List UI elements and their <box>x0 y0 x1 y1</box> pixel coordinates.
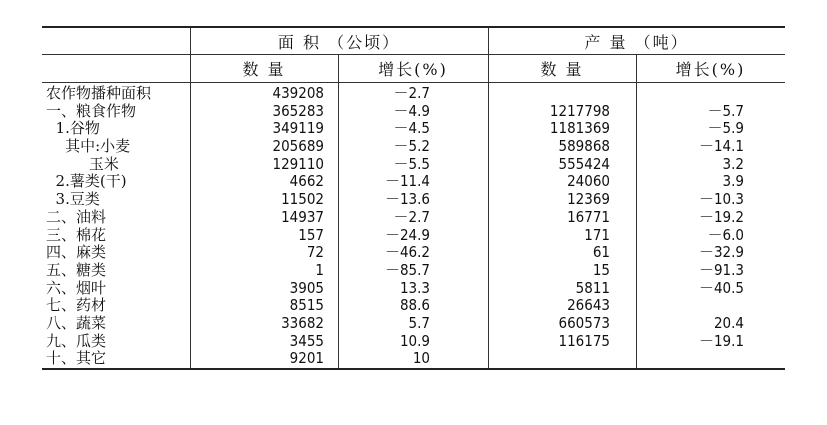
output-count-cell: 24060 <box>567 172 610 191</box>
table-body <box>42 83 785 368</box>
area-count-cell: 3905 <box>289 278 324 297</box>
area-growth-cell: 10 <box>412 349 430 368</box>
table-row <box>42 191 785 209</box>
table-row <box>42 120 785 138</box>
area-growth-header: 增长(%) <box>378 60 448 79</box>
header-row-groups <box>42 28 785 55</box>
output-count-cell: 589868 <box>558 137 610 156</box>
table-row <box>42 209 785 227</box>
output-count-cell: 26643 <box>567 296 610 315</box>
area-count-cell: 8515 <box>289 296 324 315</box>
row-label: 九、瓜类 <box>46 331 107 350</box>
row-label: 八、蔬菜 <box>46 313 107 332</box>
output-growth-cell: 20.4 <box>713 313 744 332</box>
area-count-cell: 349119 <box>272 119 324 138</box>
output-count-cell: 5811 <box>575 278 610 297</box>
table-row <box>42 85 785 103</box>
area-growth-cell: －4.9 <box>393 101 430 120</box>
table-row <box>42 227 785 245</box>
row-label: 三、棉花 <box>46 225 107 244</box>
row-label: 其中:小麦 <box>46 137 131 156</box>
output-count-header: 数 量 <box>540 60 584 79</box>
area-growth-cell: －24.9 <box>384 225 430 244</box>
output-growth-cell: －40.5 <box>698 278 744 297</box>
area-count-cell: 157 <box>298 225 324 244</box>
area-count-cell: 365283 <box>272 101 324 120</box>
output-count-cell: 1217798 <box>549 101 610 120</box>
output-growth-cell: －10.3 <box>698 190 744 209</box>
table-row <box>42 333 785 351</box>
output-growth-cell: －6.0 <box>707 225 744 244</box>
area-growth-cell: －11.4 <box>384 172 430 191</box>
area-growth-cell: －5.2 <box>393 137 430 156</box>
header-row-columns <box>42 55 785 83</box>
table-row <box>42 173 785 191</box>
row-label: 玉米 <box>46 154 119 173</box>
area-growth-cell: －5.5 <box>393 154 430 173</box>
area-count-cell: 72 <box>306 243 324 262</box>
row-label: 五、糖类 <box>46 260 107 279</box>
output-growth-cell: 3.9 <box>722 172 744 191</box>
output-count-cell: 12369 <box>567 190 610 209</box>
area-count-header: 数 量 <box>242 60 286 79</box>
table-row <box>42 103 785 121</box>
table-row <box>42 156 785 174</box>
output-group-header: 产 量 （吨） <box>584 32 689 52</box>
row-label: 农作物播种面积 <box>46 84 152 102</box>
area-growth-cell: －2.7 <box>393 207 430 226</box>
row-label: 1.谷物 <box>46 119 100 138</box>
output-growth-cell: －5.7 <box>707 101 744 120</box>
area-growth-cell: －46.2 <box>384 243 430 262</box>
area-count-cell: 11502 <box>281 190 324 209</box>
output-growth-cell: －5.9 <box>707 119 744 138</box>
area-count-cell: 33682 <box>281 313 324 332</box>
area-growth-cell: －2.7 <box>393 84 430 102</box>
output-growth-cell: －32.9 <box>698 243 744 262</box>
output-growth-cell: 3.2 <box>722 154 744 173</box>
output-count-cell: 61 <box>592 243 610 262</box>
table-row <box>42 315 785 333</box>
table-row <box>42 262 785 280</box>
table-row <box>42 244 785 262</box>
area-group-header: 面 积 （公顷） <box>277 32 401 52</box>
area-count-cell: 4662 <box>289 172 324 191</box>
output-count-cell: 660573 <box>558 313 610 332</box>
output-growth-cell: －14.1 <box>698 137 744 156</box>
row-label: 2.薯类(干) <box>46 172 127 191</box>
output-count-cell: 15 <box>592 260 610 279</box>
area-growth-cell: 5.7 <box>408 313 430 332</box>
area-growth-cell: 88.6 <box>399 296 430 315</box>
area-growth-cell: －13.6 <box>384 190 430 209</box>
area-count-cell: 9201 <box>289 349 324 368</box>
output-count-cell: 171 <box>584 225 610 244</box>
row-label: 七、药材 <box>46 296 107 315</box>
row-label: 六、烟叶 <box>46 278 107 297</box>
row-label: 3.豆类 <box>46 190 100 209</box>
row-label: 二、油料 <box>46 207 107 226</box>
output-growth-cell: －91.3 <box>698 260 744 279</box>
area-growth-cell: 10.9 <box>399 331 430 350</box>
output-count-cell: 116175 <box>558 331 610 350</box>
output-growth-cell: －19.2 <box>698 207 744 226</box>
area-count-cell: 129110 <box>272 154 324 173</box>
area-growth-cell: －85.7 <box>384 260 430 279</box>
area-count-cell: 205689 <box>272 137 324 156</box>
output-count-cell: 1181369 <box>549 119 610 138</box>
table-row <box>42 138 785 156</box>
table-row <box>42 350 785 368</box>
area-count-cell: 1 <box>315 260 324 279</box>
row-label: 十、其它 <box>46 349 107 368</box>
output-growth-cell: －19.1 <box>698 331 744 350</box>
row-label: 四、麻类 <box>46 243 107 262</box>
output-count-cell: 16771 <box>567 207 610 226</box>
area-count-cell: 14937 <box>281 207 324 226</box>
output-count-cell: 555424 <box>558 154 610 173</box>
table-row <box>42 280 785 298</box>
row-label: 一、粮食作物 <box>46 101 137 120</box>
area-count-cell: 439208 <box>272 84 324 102</box>
area-growth-cell: 13.3 <box>399 278 430 297</box>
area-growth-cell: －4.5 <box>393 119 430 138</box>
area-count-cell: 3455 <box>289 331 324 350</box>
table-row <box>42 297 785 315</box>
output-growth-header: 增长(%) <box>675 60 746 79</box>
crop-statistics-table <box>42 26 785 370</box>
